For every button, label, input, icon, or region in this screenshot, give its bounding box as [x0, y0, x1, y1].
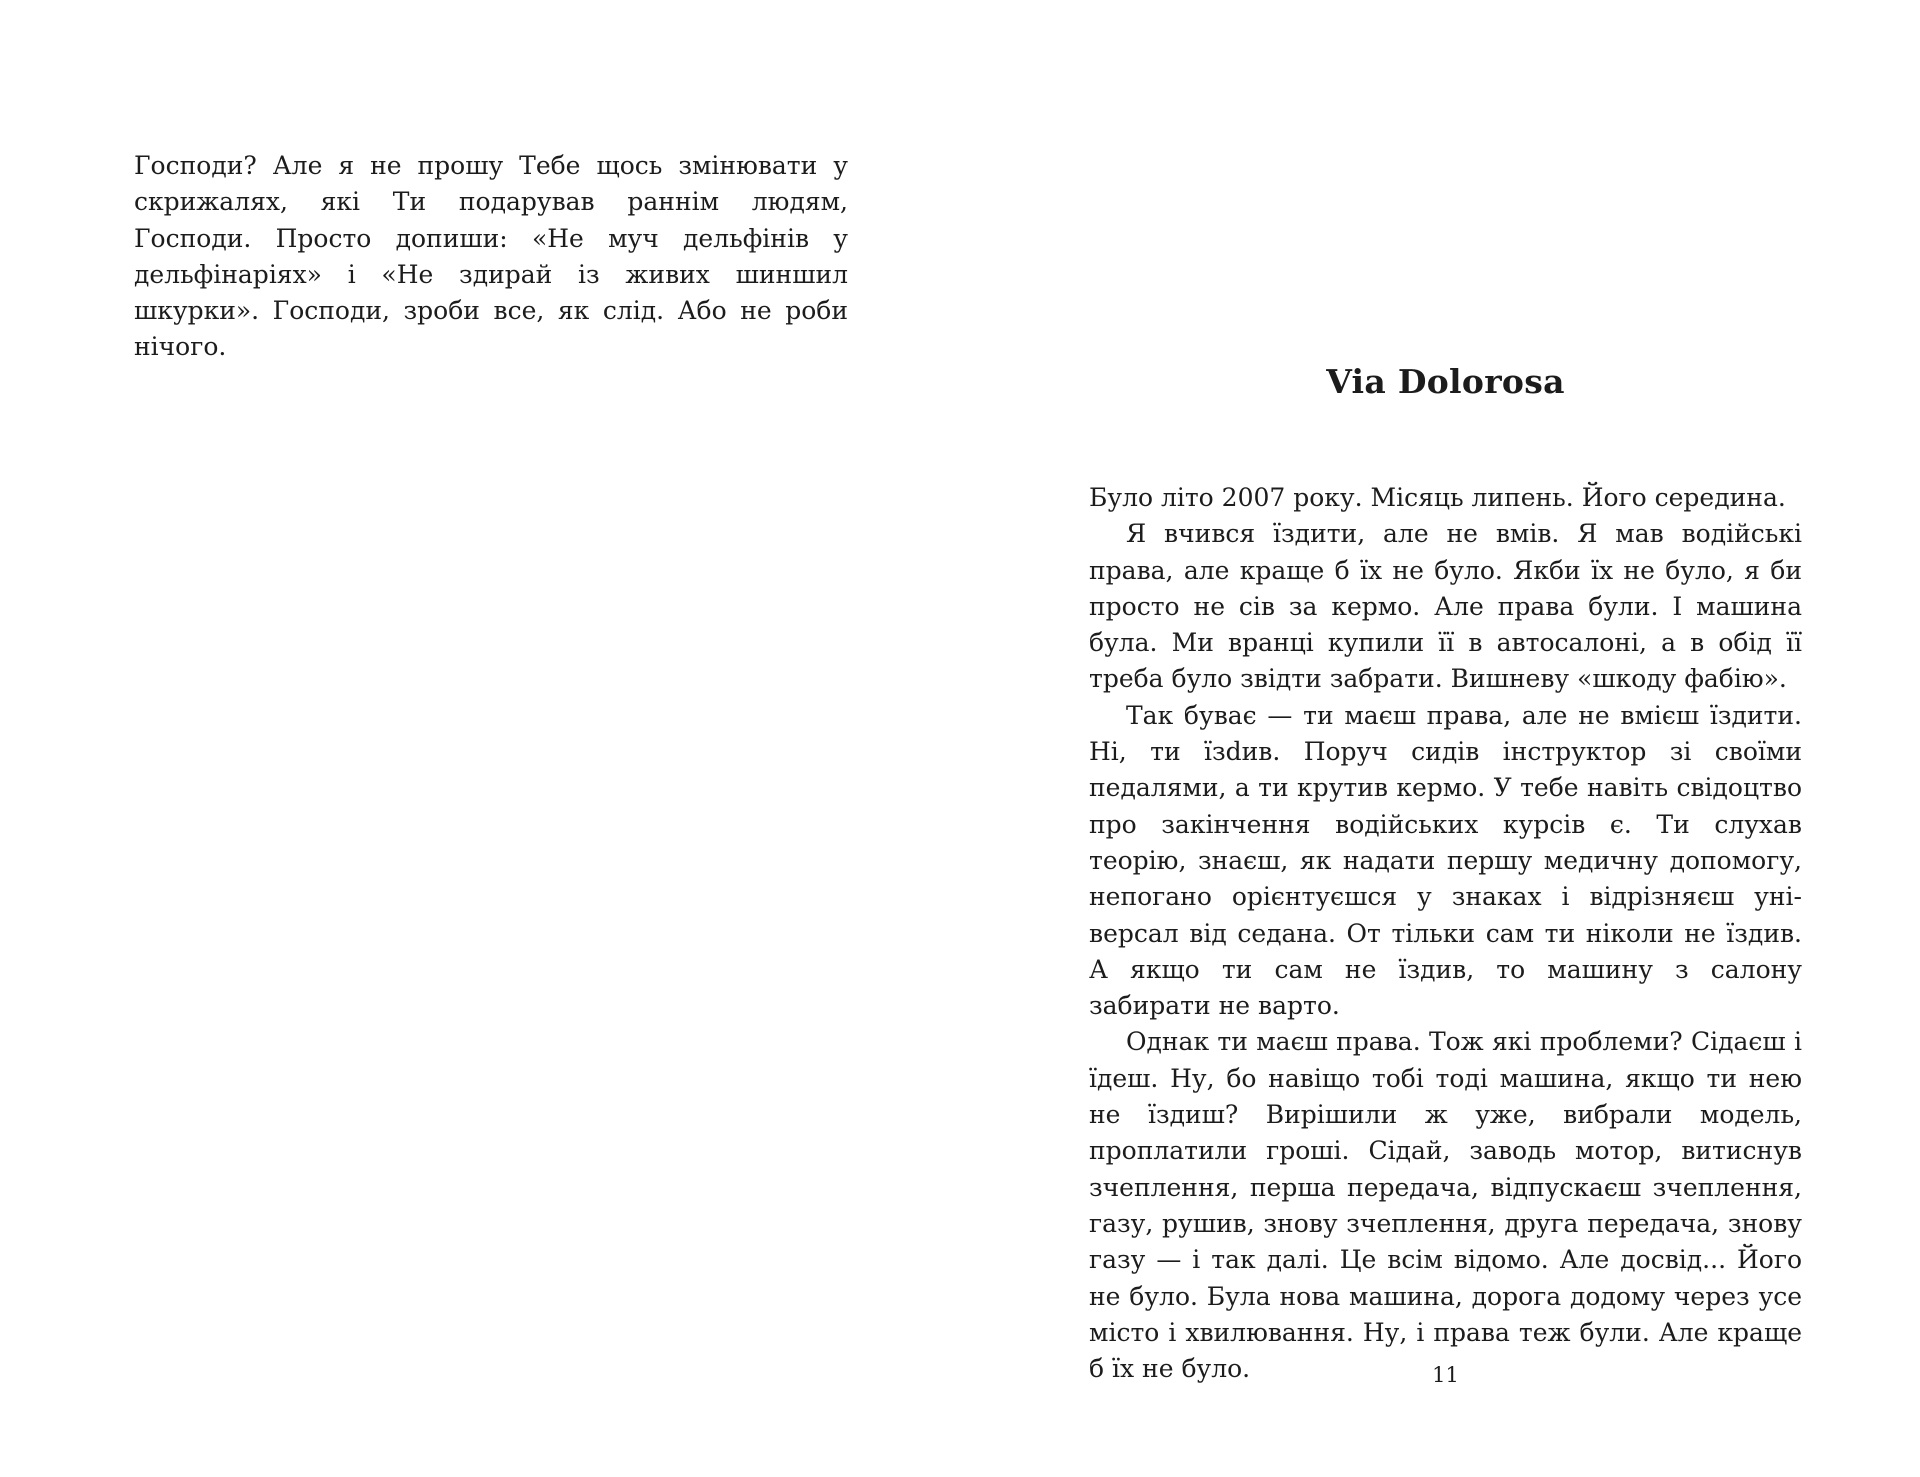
page-number: 11	[1432, 1363, 1459, 1387]
chapter-title: Via Dolorosa	[1326, 362, 1565, 401]
paragraph: Так буває — ти маєш права, але не вмієш їздити. Ні, ти їзdив. Поруч сидів інструктор зі своїми педалями, а ти крутив кермо. У тебе навіть свідоцтво про закінчення водійських курсів є. Ти слухав теорію, знаєш, як надати першу медичну допомогу, непогано орієнтуєшся у знаках і відрізняєш універсал від седана. От тільки сам ти ніколи не їздив. А якщо ти сам не їздив, то машину з салону забирати не варто.	[1089, 700, 1802, 1021]
right-page	[960, 0, 1920, 1477]
paragraph: Однак ти маєш права. Тож які проблеми? Сідаєш і їдеш. Ну, бо навіщо тобі тоді машина, якщо ти нею не їздиш? Вирішили ж уже, вибрали модель, проплатили гроші. Сідай, заводь мотор, витиснув зчеплення, перша передача, відпускаєш зчеплення, газу, рушив, знову зчеплення, друга передача, знову газу — і так далі. Це всім відомо. Але досвід... Його не було. Була нова машина, дорога додому через усе місто і хвилювання. Ну, і права теж були. Але краще б їх не було.	[1089, 1027, 1802, 1384]
left-page-text	[134, 148, 848, 366]
paragraph: Було літо 2007 року. Місяць липень. Його середина.	[1089, 483, 1786, 512]
paragraph: Я вчився їздити, але не вмів. Я мав водійські права, але краще б їх не було. Якби їх не було, я би просто не сів за кермо. Але права були. І машина була. Ми вранці купили її в автосалоні, а в обід її треба було звідти забрати. Вишневу «шкоду фабію».	[1089, 519, 1802, 694]
right-page-text	[1089, 480, 1802, 1387]
paragraph: Господи? Але я не прошу Тебе щось змінювати у скрижалях, які Ти подарував раннім людям, Господи. Просто допиши: «Не муч дельфінів у дельфінаріях» і «Не здирай із живих шиншил шкурки». Господи, зроби все, як слід. Або не роби нічого.	[134, 151, 848, 362]
